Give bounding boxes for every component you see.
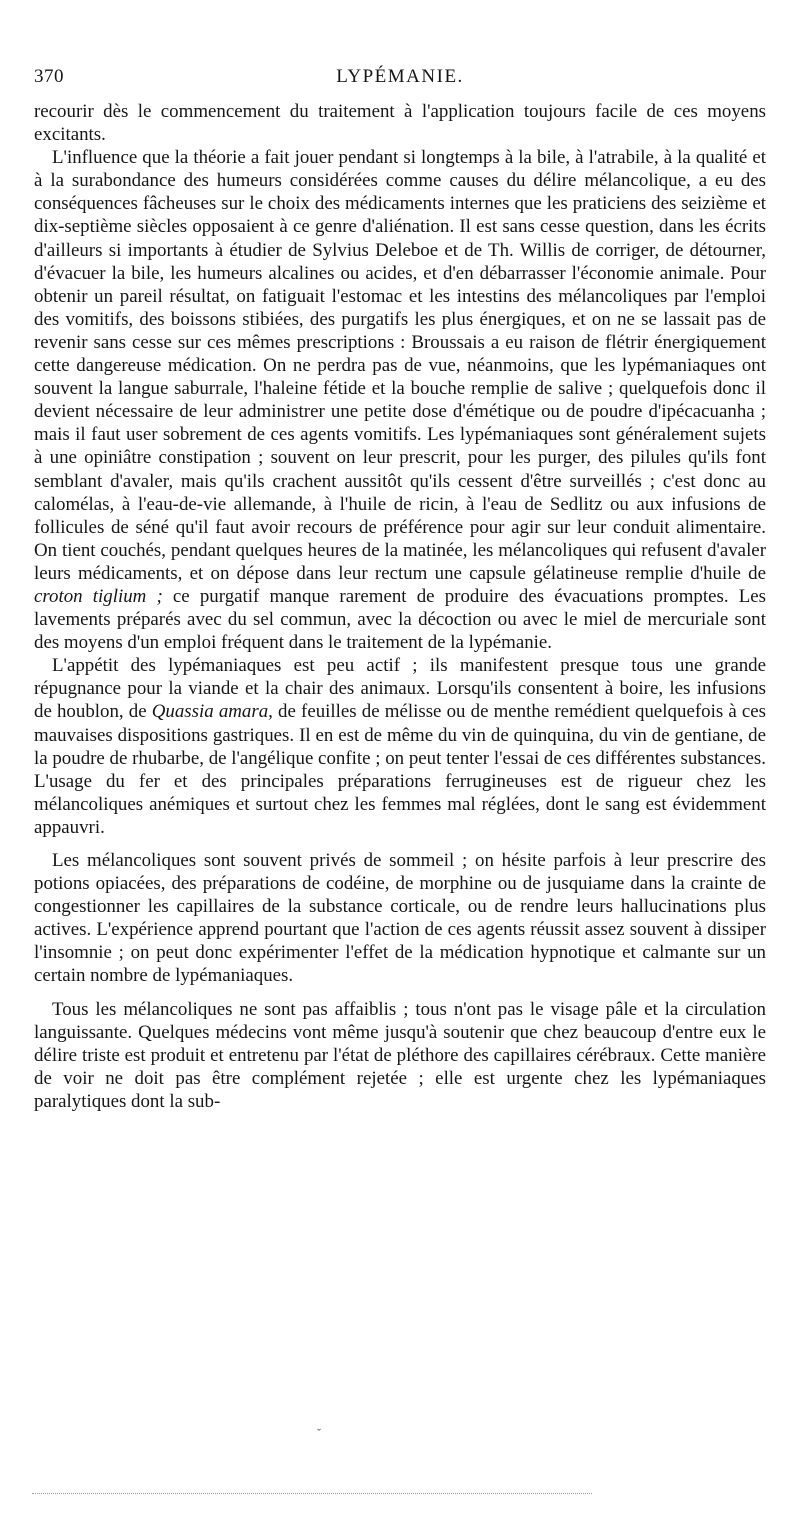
italic-term: croton tiglium ; [34,585,163,607]
paragraph-text-continued: ce purgatif manque rarement de produire des évacuations promptes. Les lavements préparés avec du sel commun, avec la décoction ou avec le miel de mercuriale sont des moyens d'un emploi fréquent dans le traitement de la lypémanie. [34,585,766,654]
paragraph-text: Les mélancoliques sont souvent privés de sommeil ; on hésite parfois à leur prescrire des potions opiacées, des préparations de codéine, de morphine ou de jusquiame dans la crainte de congestionner les capillaires de la substance corticale, ou de rendre leurs hallucinations plus actives. L'expérience apprend pourtant que l'action de ces agents réussit assez souvent à dissiper l'insomnie ; on peut donc expérimenter l'effet de la médication hypnotique et calmante sur un certain nombre de lypémaniaques. [34,850,766,987]
paragraph-continued [34,100,766,146]
paragraph-text: L'influence que la théorie a fait jouer pendant si longtemps à la bile, à l'atrabile, à la qualité et à la surabondance des humeurs considérées comme causes du délire mélancolique, a eu des conséquences fâcheuses sur le choix des médicaments internes que les praticiens des seizième et dix-septième siècles opposaient à ce genre d'aliénation. Il est sans cesse question, dans les écrits d'ailleurs si importants à étudier de Sylvius Deleboe et de Th. Willis de corriger, de détourner, d'évacuer la bile, les humeurs alcalines ou acides, et d'en débarrasser l'économie animale. Pour obtenir un pareil résultat, on fatiguait l'estomac et les intestins des mélancoliques par l'emploi des vomitifs, des boissons stibiées, des purgatifs les plus énergiques, et on ne se lassait pas de revenir sans cesse sur ces mêmes prescriptions : Broussais a eu raison de flétrir énergiquement cette dangereuse médication. On ne perdra pas de vue, néanmoins, que les lypémaniaques ont souvent la langue saburrale, l'haleine fétide et la bouche remplie de salive ; quelquefois donc il devient nécessaire de leur administrer une petite dose d'émétique ou de poudre d'ipécacuanha ; mais il faut user sobrement de ces agents vomitifs. Les lypémaniaques sont généralement sujets à une opiniâtre constipation ; souvent on leur prescrit, pour les purger, des pilules qu'ils font semblant d'avaler, mais qu'ils crachent aussitôt qu'ils cessent d'être surveillés ; c'est donc au calomélas, à l'eau-de-vie allemande, à l'huile de ricin, à l'eau de Sedlitz ou aux infusions de follicules de séné qu'il faut avoir recours de préférence pour agir sur leur conduit alimentaire. On tient couchés, pendant quelques heures de la matinée, les mélancoliques qui refusent d'avaler leurs médicaments, et on dépose dans leur rectum une capsule gélatineuse remplie d'huile de [34,147,766,584]
paragraph-sleep [34,849,766,988]
bottom-scan-edge [32,1493,592,1494]
italic-term: Quassia amara, [151,701,273,723]
page-number: 370 [34,66,64,87]
body-text [34,100,766,1113]
paragraph-text-continued: de feuilles de mélisse ou de menthe remédient quelquefois à ces mauvaises dispositions gastriques. Il en est de même du vin de quinquina, du vin de gentiane, de la poudre de rhubarbe, de l'angélique confite ; on peut tenter l'essai de ces différentes substances. L'usage du fer et des principales préparations ferrugineuses est de rigueur chez les mélancoliques anémiques et surtout chez les femmes mal réglées, dont le sang est évidemment appauvri. [34,701,766,838]
paragraph-appetite [34,654,766,839]
paragraph-text: L'appétit des lypémaniaques est peu actif ; ils manifestent presque tous une grande répugnance pour la viande et la chair des animaux. Lorsqu'ils consentent à boire, les infusions de houblon, de [34,655,766,723]
paragraph-plethora [34,998,766,1113]
paragraph-text: recourir dès le commencement du traitement à l'application toujours facile de ces moyens excitants. [34,101,766,146]
running-head [34,66,766,96]
paragraph-internal-medication [34,146,766,654]
ink-speck: ˇ [317,1426,321,1440]
running-title: LYPÉMANIE. [336,66,464,87]
paragraph-text: Tous les mélancoliques ne sont pas affaiblis ; tous n'ont pas le visage pâle et la circulation languissante. Quelques médecins vont même jusqu'à soutenir que chez beaucoup d'entre eux le délire triste est produit et entretenu par l'état de pléthore des capillaires cérébraux. Cette manière de voir ne doit pas être complément rejetée ; elle est urgente chez les lypémaniaques paralytiques dont la sub- [34,998,766,1112]
